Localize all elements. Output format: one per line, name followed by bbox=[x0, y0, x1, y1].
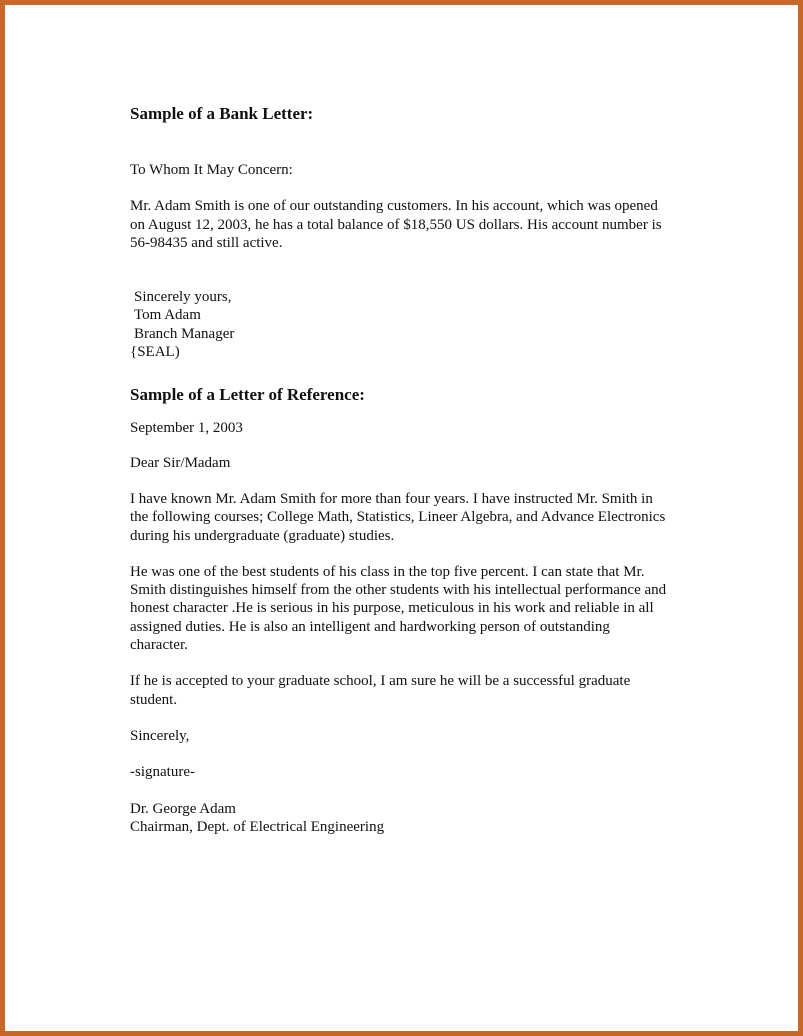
bank-letter-body bbox=[130, 197, 690, 252]
reference-letter-closing: Sincerely, bbox=[130, 727, 190, 744]
body-line: on August 12, 2003, he has a total balance of $18,550 US dollars. His account number is bbox=[130, 216, 662, 233]
body-line: Smith distinguishes himself from the other students with his intellectual performance and bbox=[130, 582, 667, 599]
bank-letter-salutation: To Whom It May Concern: bbox=[130, 162, 293, 178]
reference-letter-signature: -signature- bbox=[130, 764, 195, 781]
body-line: Mr. Adam Smith is one of our outstanding customers. In his account, which was opened bbox=[130, 198, 658, 215]
reference-letter-paragraph-1 bbox=[130, 490, 690, 545]
bank-letter-signer-title: Branch Manager bbox=[134, 325, 235, 342]
body-line: I have known Mr. Adam Smith for more than four years. I have instructed Mr. Smith in bbox=[130, 490, 653, 507]
reference-letter-salutation: Dear Sir/Madam bbox=[130, 454, 231, 471]
letter-page bbox=[130, 104, 690, 836]
body-line: honest character .He is serious in his purpose, meticulous in his work and reliable in all bbox=[130, 600, 654, 617]
bank-letter-heading: Sample of a Bank Letter: bbox=[130, 104, 314, 123]
reference-letter-heading: Sample of a Letter of Reference: bbox=[130, 385, 365, 405]
reference-letter-signer-block bbox=[130, 800, 690, 837]
bank-letter-seal: {SEAL) bbox=[130, 344, 180, 361]
body-line: assigned duties. He is also an intelligent and hardworking person of outstanding bbox=[130, 618, 610, 635]
document-sheet bbox=[8, 8, 795, 1028]
bank-letter-closing: Sincerely yours, bbox=[134, 289, 232, 306]
body-line: the following courses; College Math, Statistics, Lineer Algebra, and Advance Electronics bbox=[130, 509, 666, 526]
body-line: during his undergraduate (graduate) studies. bbox=[130, 527, 395, 544]
reference-letter-signer-name: Dr. George Adam bbox=[130, 800, 236, 817]
reference-letter-paragraph-3 bbox=[130, 672, 690, 709]
body-line: character. bbox=[130, 637, 188, 654]
reference-letter-paragraph-2 bbox=[130, 563, 690, 654]
body-line: student. bbox=[130, 691, 178, 708]
bank-letter-closing-block bbox=[130, 288, 690, 361]
body-line: He was one of the best students of his class in the top five percent. I can state that Mr. bbox=[130, 563, 645, 580]
body-line: If he is accepted to your graduate school, I am sure he will be a successful graduate bbox=[130, 673, 631, 690]
reference-letter-signer-title: Chairman, Dept. of Electrical Engineering bbox=[130, 818, 385, 835]
body-line: 56-98435 and still active. bbox=[130, 234, 283, 251]
reference-letter-date: September 1, 2003 bbox=[130, 420, 243, 437]
bank-letter-signer-name: Tom Adam bbox=[134, 307, 201, 324]
